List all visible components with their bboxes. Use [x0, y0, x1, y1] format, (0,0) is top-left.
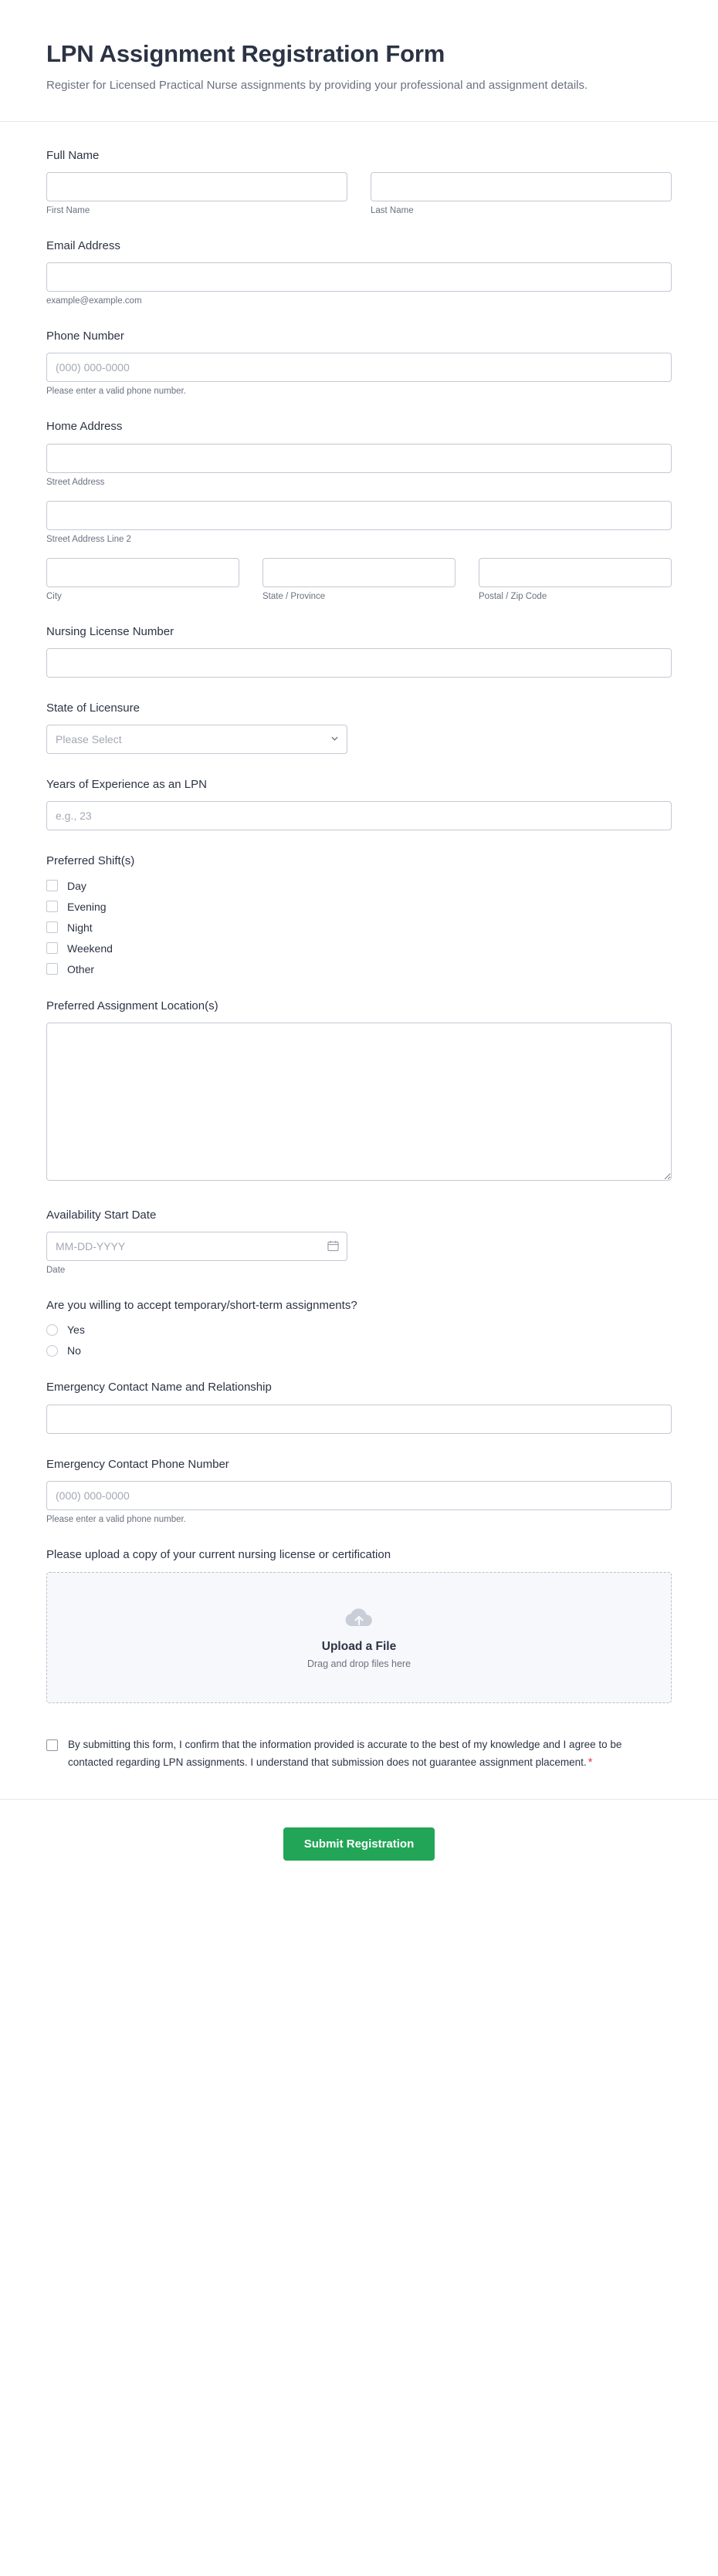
file-upload-title: Upload a File [321, 1640, 397, 1653]
preferred-location-textarea[interactable] [46, 1023, 672, 1181]
checkbox-icon[interactable] [46, 963, 58, 975]
field-availability-date [46, 1208, 672, 1275]
preferred-shift-option-label: Day [67, 879, 86, 892]
field-email [46, 238, 672, 306]
availability-date-wrap [46, 1232, 347, 1261]
city-input[interactable] [46, 558, 239, 587]
email-sublabel: example@example.com [46, 296, 142, 306]
required-marker: * [588, 1755, 593, 1769]
form-footer [0, 1799, 718, 1898]
address-city-state-zip-row [46, 558, 672, 601]
availability-date-input[interactable] [46, 1232, 347, 1261]
postal-code-input[interactable] [479, 558, 672, 587]
email-input[interactable] [46, 262, 672, 292]
phone-label: Phone Number [46, 330, 124, 343]
emergency-contact-phone-label: Emergency Contact Phone Number [46, 1457, 229, 1471]
preferred-location-label: Preferred Assignment Location(s) [46, 999, 218, 1012]
preferred-shift-option-label: Evening [67, 900, 107, 913]
checkbox-icon[interactable] [46, 921, 58, 933]
postal-code-group [479, 558, 672, 601]
years-experience-label: Years of Experience as an LPN [46, 778, 207, 791]
field-license-upload [46, 1547, 672, 1703]
state-province-group [262, 558, 456, 601]
city-sublabel: City [46, 591, 62, 601]
emergency-contact-phone-hint: Please enter a valid phone number. [46, 1514, 186, 1524]
full-name-label: Full Name [46, 148, 100, 162]
field-home-address [46, 419, 672, 600]
field-emergency-contact-phone [46, 1457, 672, 1524]
license-number-label: Nursing License Number [46, 624, 174, 638]
phone-hint: Please enter a valid phone number. [46, 387, 186, 397]
license-upload-label: Please upload a copy of your current nursing license or certification [46, 1547, 391, 1561]
city-group [46, 558, 239, 601]
field-phone [46, 329, 672, 396]
home-address-label: Home Address [46, 420, 123, 434]
first-name-sublabel: First Name [46, 205, 90, 215]
last-name-group [371, 172, 672, 215]
state-licensure-select-wrap [46, 725, 347, 754]
field-preferred-location [46, 999, 672, 1185]
radio-icon[interactable] [46, 1324, 58, 1336]
street-address-2-sublabel: Street Address Line 2 [46, 534, 131, 544]
consent-text: By submitting this form, I confirm that the information provided is accurate to the best of my knowledge and I agree to be contacted regarding LPN assignments. I understand that submission does not guarantee assignment placement. [68, 1739, 622, 1768]
full-name-row [46, 172, 672, 215]
consent-block[interactable] [46, 1737, 672, 1771]
consent-checkbox-icon[interactable] [46, 1739, 58, 1751]
preferred-shift-option-evening[interactable] [46, 901, 672, 913]
field-license-number [46, 624, 672, 678]
page-subtitle: Register for Licensed Practical Nurse assignments by providing your professional and assignment details. [46, 79, 588, 92]
temporary-assignments-option-no[interactable] [46, 1344, 672, 1357]
street-address-sublabel: Street Address [46, 477, 105, 487]
last-name-input[interactable] [371, 172, 672, 201]
file-upload-subtitle: Drag and drop files here [307, 1658, 411, 1669]
temporary-assignments-option-yes[interactable] [46, 1323, 672, 1336]
preferred-shift-label: Preferred Shift(s) [46, 854, 135, 868]
field-temporary-assignments [46, 1298, 672, 1357]
preferred-shift-option-label: Weekend [67, 941, 113, 955]
temporary-assignments-option-label: Yes [67, 1323, 85, 1337]
preferred-shift-option-day[interactable] [46, 880, 672, 892]
preferred-shift-option-weekend[interactable] [46, 942, 672, 955]
street-address-2-group [46, 501, 672, 544]
checkbox-icon[interactable] [46, 942, 58, 954]
form-header [0, 0, 718, 122]
street-address-2-input[interactable] [46, 501, 672, 530]
field-years-experience [46, 777, 672, 830]
state-province-sublabel: State / Province [262, 591, 326, 601]
availability-date-sublabel: Date [46, 1266, 66, 1275]
street-address-input[interactable] [46, 444, 672, 473]
checkbox-icon[interactable] [46, 901, 58, 912]
emergency-contact-name-label: Emergency Contact Name and Relationship [46, 1381, 272, 1394]
state-licensure-select[interactable] [46, 725, 347, 754]
state-province-input[interactable] [262, 558, 456, 587]
state-licensure-label: State of Licensure [46, 701, 140, 715]
street-address-group [46, 444, 672, 487]
years-experience-input[interactable] [46, 801, 672, 830]
emergency-contact-phone-input[interactable] [46, 1481, 672, 1510]
availability-date-label: Availability Start Date [46, 1208, 157, 1222]
preferred-shift-options [46, 880, 672, 975]
first-name-input[interactable] [46, 172, 347, 201]
preferred-shift-option-night[interactable] [46, 921, 672, 934]
upload-cloud-icon [342, 1606, 376, 1629]
field-full-name [46, 148, 672, 215]
last-name-sublabel: Last Name [371, 205, 414, 215]
emergency-contact-name-input[interactable] [46, 1405, 672, 1434]
postal-code-sublabel: Postal / Zip Code [479, 591, 547, 601]
temporary-assignments-options [46, 1323, 672, 1357]
temporary-assignments-option-label: No [67, 1344, 81, 1357]
phone-input[interactable] [46, 353, 672, 382]
preferred-shift-option-label: Other [67, 962, 95, 975]
preferred-shift-option-other[interactable] [46, 963, 672, 975]
first-name-group [46, 172, 347, 215]
field-preferred-shift [46, 854, 672, 975]
checkbox-icon[interactable] [46, 880, 58, 891]
email-label: Email Address [46, 238, 120, 252]
submit-registration-button[interactable]: Submit Registration [283, 1827, 435, 1861]
form-body [0, 122, 718, 1772]
field-emergency-contact-name [46, 1380, 672, 1433]
page-title: LPN Assignment Registration Form [46, 40, 445, 67]
preferred-shift-option-label: Night [67, 921, 93, 934]
consent-text-wrap [68, 1737, 662, 1771]
file-upload-dropzone[interactable] [46, 1572, 672, 1703]
license-number-input[interactable] [46, 648, 672, 678]
radio-icon[interactable] [46, 1345, 58, 1357]
field-state-licensure [46, 701, 672, 754]
temporary-assignments-label: Are you willing to accept temporary/short-term assignments? [46, 1299, 357, 1312]
